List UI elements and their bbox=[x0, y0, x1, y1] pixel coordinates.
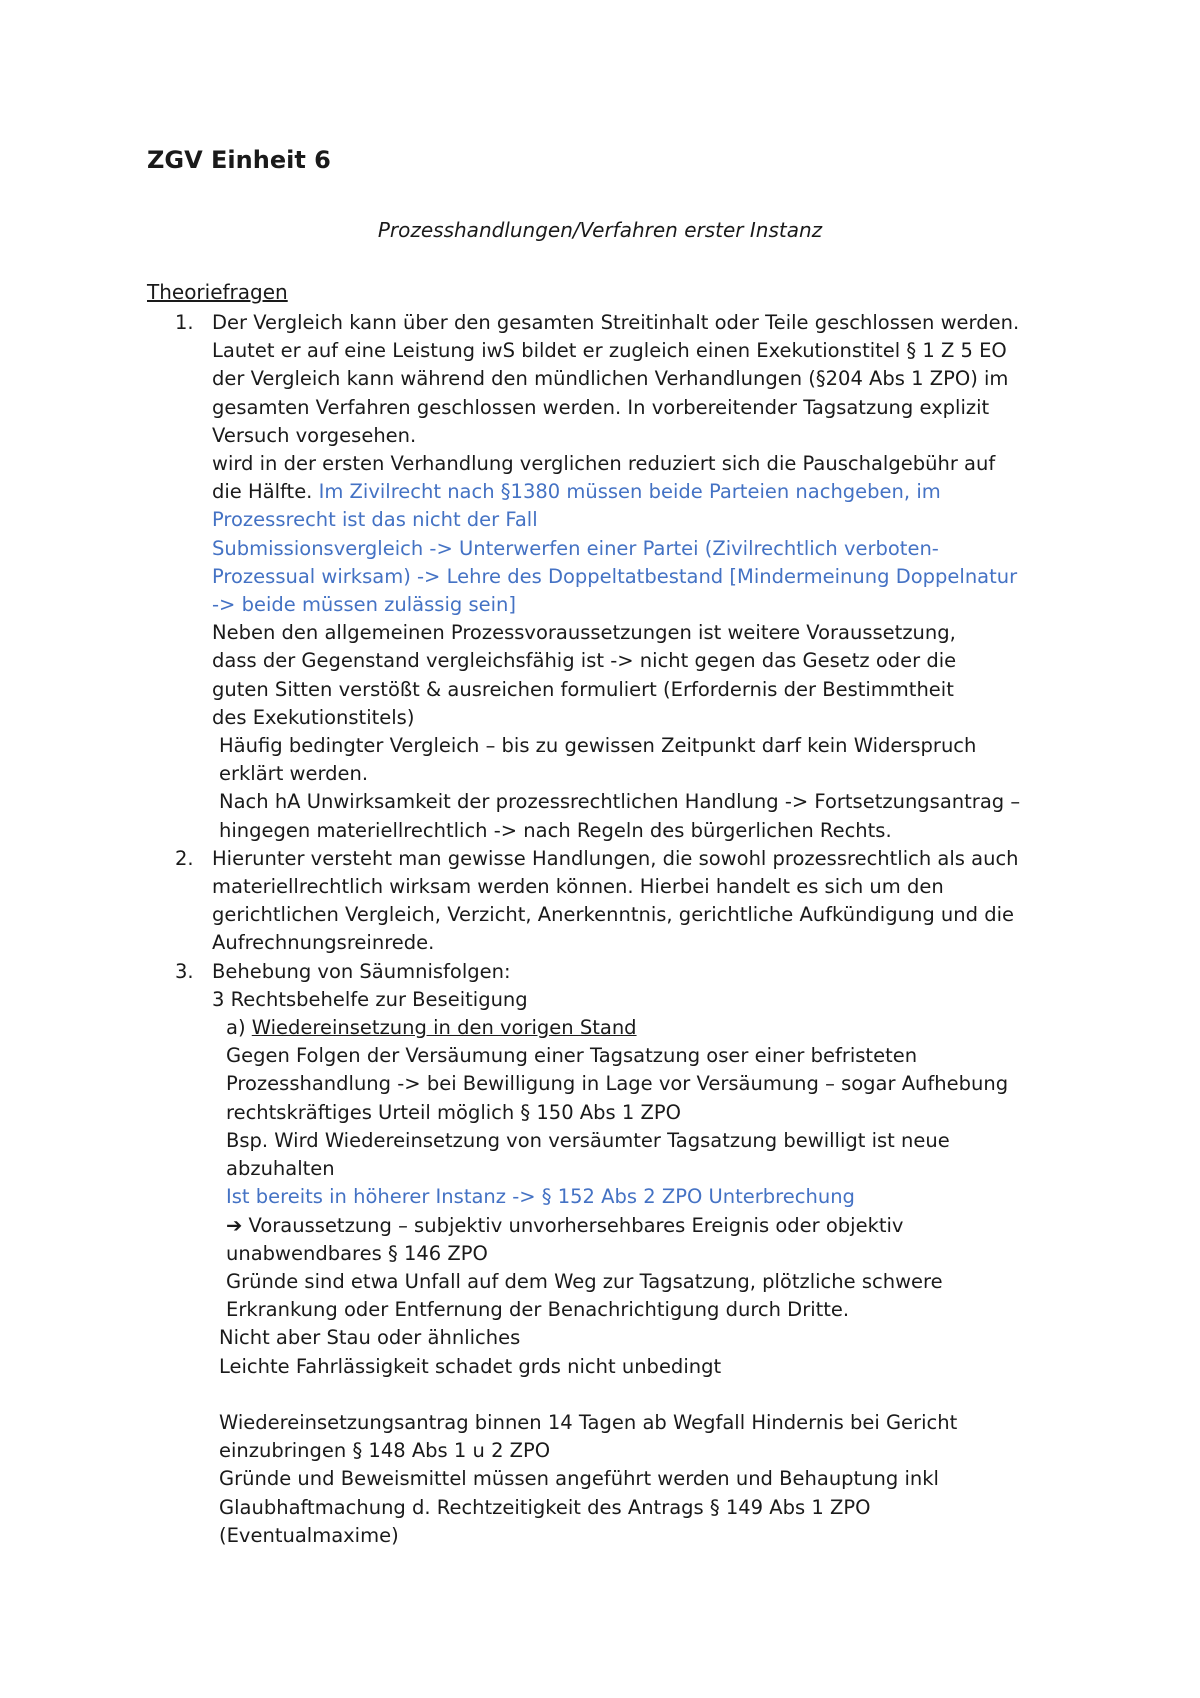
text-line: Leichte Fahrlässigkeit schadet grds nicht unbedingt bbox=[219, 1354, 722, 1378]
text-line: rechtskräftiges Urteil möglich § 150 Abs 1 ZPO bbox=[226, 1100, 681, 1124]
list-number: 2. bbox=[175, 846, 194, 870]
text-line: Lautet er auf eine Leistung iwS bildet er zugleich einen Exekutionstitel § 1 Z 5 EO bbox=[212, 339, 1007, 363]
section-heading: Theoriefragen bbox=[147, 280, 288, 304]
text-line: hingegen materiellrechtlich -> nach Regeln des bürgerlichen Rechts. bbox=[219, 818, 892, 842]
text-line: Gründe sind etwa Unfall auf dem Weg zur Tagsatzung, plötzliche schwere bbox=[226, 1269, 943, 1293]
highlighted-note: Im Zivilrecht nach §1380 müssen beide Parteien nachgeben, im bbox=[318, 480, 941, 504]
text-line: gerichtlichen Vergleich, Verzicht, Anerkenntnis, gerichtliche Aufkündigung und die bbox=[212, 903, 1014, 927]
text-line: Hierunter versteht man gewisse Handlungen, die sowohl prozessrechtlich als auch bbox=[212, 846, 1019, 870]
document-title: ZGV Einheit 6 bbox=[147, 146, 331, 174]
text-line: Neben den allgemeinen Prozessvoraussetzungen ist weitere Voraussetzung, bbox=[212, 621, 956, 645]
text-segment: die Hälfte. bbox=[212, 480, 313, 504]
highlighted-note: -> beide müssen zulässig sein] bbox=[212, 593, 516, 617]
blank-line bbox=[0, 1381, 1200, 1409]
text-line: gesamten Verfahren geschlossen werden. In vorbereitender Tagsatzung explizit bbox=[212, 395, 990, 419]
numbered-list bbox=[0, 309, 1200, 1550]
list-item-3 bbox=[0, 958, 1200, 1550]
text-line: dass der Gegenstand vergleichsfähig ist -> nicht gegen das Gesetz oder die bbox=[212, 649, 957, 673]
subheading-wiedereinsetzung: Wiedereinsetzung in den vorigen Stand bbox=[251, 1016, 637, 1040]
text-line: Erkrankung oder Entfernung der Benachrichtigung durch Dritte. bbox=[226, 1298, 850, 1322]
list-item-1 bbox=[0, 309, 1200, 845]
text-line: materiellrechtlich wirksam werden können. Hierbei handelt es sich um den bbox=[212, 875, 944, 899]
highlighted-note: Submissionsvergleich -> Unterwerfen einer Partei (Zivilrechtlich verboten- bbox=[212, 536, 939, 560]
text-line: einzubringen § 148 Abs 1 u 2 ZPO bbox=[219, 1439, 551, 1463]
text-line: Prozesshandlung -> bei Bewilligung in Lage vor Versäumung – sogar Aufhebung bbox=[226, 1072, 1009, 1096]
arrow-bullet-line: ➔ Voraussetzung – subjektiv unvorhersehbares Ereignis oder objektiv bbox=[226, 1213, 904, 1237]
highlighted-note: Prozessual wirksam) -> Lehre des Doppeltatbestand [Mindermeinung Doppelnatur bbox=[212, 564, 1018, 588]
text-line: Bsp. Wird Wiedereinsetzung von versäumter Tagsatzung bewilligt ist neue bbox=[226, 1128, 950, 1152]
text-line: guten Sitten verstößt & ausreichen formuliert (Erfordernis der Bestimmtheit bbox=[212, 677, 954, 701]
text-line: Gegen Folgen der Versäumung einer Tagsatzung oser einer befristeten bbox=[226, 1044, 918, 1068]
highlighted-note: Prozessrecht ist das nicht der Fall bbox=[212, 508, 538, 532]
text-line: Nach hA Unwirksamkeit der prozessrechtlichen Handlung -> Fortsetzungsantrag – bbox=[219, 790, 1021, 814]
text-line bbox=[0, 478, 1200, 506]
text-line: Wiedereinsetzungsantrag binnen 14 Tagen ab Wegfall Hindernis bei Gericht bbox=[219, 1410, 958, 1434]
text-line: Der Vergleich kann über den gesamten Streitinhalt oder Teile geschlossen werden. bbox=[212, 311, 1020, 334]
text-line: erklärt werden. bbox=[219, 762, 369, 786]
text-line: (Eventualmaxime) bbox=[219, 1523, 399, 1547]
text-line: Nicht aber Stau oder ähnliches bbox=[219, 1326, 521, 1350]
list-number: 1. bbox=[175, 311, 194, 334]
text-line: Glaubhaftmachung d. Rechtzeitigkeit des Antrags § 149 Abs 1 ZPO bbox=[219, 1495, 871, 1519]
text-line: abzuhalten bbox=[226, 1157, 335, 1181]
list-item-2 bbox=[0, 845, 1200, 958]
sub-label: a) bbox=[226, 1016, 246, 1040]
text-line: Versuch vorgesehen. bbox=[212, 423, 417, 447]
highlighted-note: Ist bereits in höherer Instanz -> § 152 Abs 2 ZPO Unterbrechung bbox=[226, 1185, 855, 1209]
text-line: Aufrechnungsreinrede. bbox=[212, 931, 435, 955]
text-line: des Exekutionstitels) bbox=[212, 705, 415, 729]
text-line: Gründe und Beweismittel müssen angeführt werden und Behauptung inkl bbox=[219, 1467, 939, 1491]
text-line: wird in der ersten Verhandlung verglichen reduziert sich die Pauschalgebühr auf bbox=[212, 452, 996, 476]
subheading-line bbox=[0, 1014, 1200, 1042]
text-line: Häufig bedingter Vergleich – bis zu gewissen Zeitpunkt darf kein Widerspruch bbox=[219, 734, 977, 758]
text-line: Behebung von Säumnisfolgen: bbox=[212, 959, 511, 983]
document-subtitle: Prozesshandlungen/Verfahren erster Instanz bbox=[377, 218, 823, 242]
text-line: 3 Rechtsbehelfe zur Beseitigung bbox=[212, 987, 528, 1011]
list-number: 3. bbox=[175, 959, 194, 983]
text-line: der Vergleich kann während den mündlichen Verhandlungen (§204 Abs 1 ZPO) im bbox=[212, 367, 1009, 391]
text-line: unabwendbares § 146 ZPO bbox=[226, 1241, 488, 1265]
